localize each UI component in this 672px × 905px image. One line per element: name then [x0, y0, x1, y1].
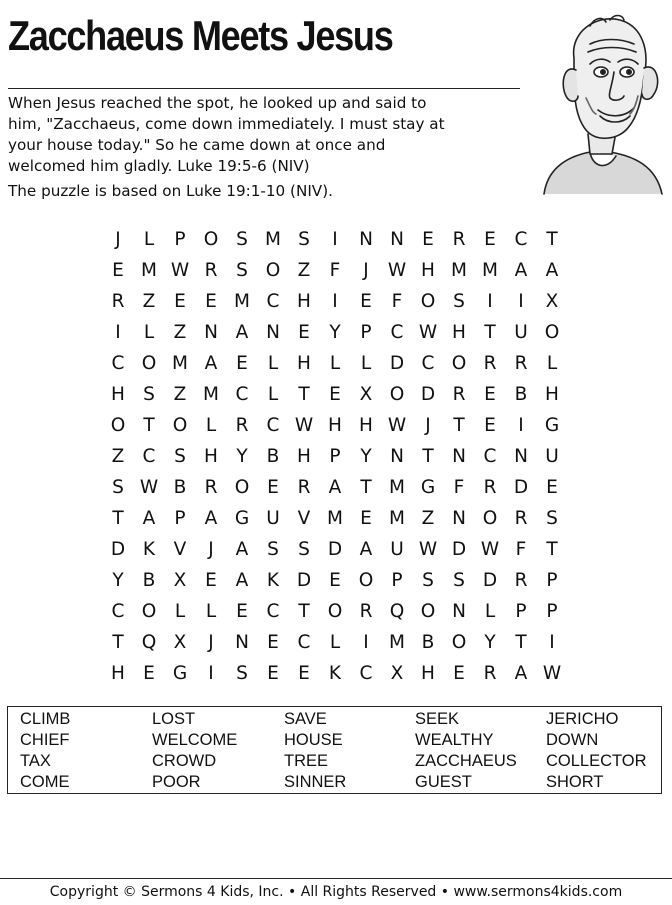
grid-letter: H [297, 353, 311, 374]
grid-letter: N [452, 601, 466, 622]
grid-letter: A [328, 477, 342, 498]
grid-letter: E [484, 229, 496, 250]
grid-letter: W [418, 322, 438, 343]
grid-letter: I [332, 229, 338, 250]
grid-letter: I [487, 291, 493, 312]
grid-letter: F [391, 291, 403, 312]
grid-letter: F [329, 260, 341, 281]
grid-letter: P [360, 322, 372, 343]
footer-divider [0, 878, 672, 879]
page-title: Zacchaeus Meets Jesus [8, 12, 393, 59]
grid-letter: B [266, 446, 280, 467]
grid-letter: C [266, 291, 280, 312]
grid-letter: O [420, 291, 436, 312]
grid-letter: K [142, 539, 156, 560]
grid-letter: P [546, 601, 558, 622]
grid-letter: E [422, 229, 434, 250]
grid-letter: P [174, 508, 186, 529]
grid-letter: K [328, 663, 342, 684]
grid-letter: J [363, 260, 369, 281]
grid-letter: U [545, 446, 559, 467]
grid-letter: N [204, 322, 218, 343]
word-list-item: ZACCHAEUS [415, 752, 517, 770]
grid-letter: C [111, 601, 125, 622]
grid-letter: S [236, 663, 248, 684]
word-list-item: JERICHO [546, 710, 619, 728]
grid-letter: N [235, 632, 249, 653]
grid-letter: R [204, 477, 218, 498]
grid-letter: R [483, 663, 497, 684]
grid-letter: S [112, 477, 124, 498]
grid-letter: N [452, 508, 466, 529]
grid-letter: R [359, 601, 373, 622]
grid-letter: C [297, 632, 311, 653]
grid-letter: M [482, 260, 498, 281]
grid-letter: C [514, 229, 528, 250]
grid-letter: I [332, 291, 338, 312]
grid-letter: P [174, 229, 186, 250]
grid-letter: T [360, 477, 372, 498]
grid-letter: O [141, 353, 157, 374]
grid-letter: E [112, 260, 124, 281]
grid-letter: D [482, 570, 498, 591]
grid-letter: B [142, 570, 156, 591]
grid-letter: H [204, 446, 218, 467]
grid-letter: L [360, 353, 372, 374]
grid-letter: P [329, 446, 341, 467]
grid-letter: Y [112, 570, 124, 591]
grid-letter: O [451, 353, 467, 374]
grid-letter: E [236, 601, 248, 622]
grid-letter: W [170, 260, 190, 281]
grid-letter: M [389, 632, 405, 653]
grid-letter: G [234, 508, 250, 529]
grid-letter: N [390, 229, 404, 250]
grid-letter: L [205, 415, 217, 436]
grid-letter: A [514, 260, 528, 281]
scripture-verse: When Jesus reached the spot, he looked up and said to him, "Zacchaeus, come down immediately. I must stay at your house today." So he came down at once and welcomed him gladly. Luke 19:5-6 (NIV) [8, 94, 445, 175]
grid-letter: S [174, 446, 186, 467]
grid-letter: E [205, 570, 217, 591]
grid-letter: X [173, 632, 187, 653]
grid-letter: I [549, 632, 555, 653]
grid-letter: L [205, 601, 217, 622]
grid-letter: R [514, 570, 528, 591]
grid-letter: O [234, 477, 250, 498]
grid-letter: B [421, 632, 435, 653]
grid-letter: E [236, 353, 248, 374]
grid-letter: H [297, 291, 311, 312]
grid-letter: W [418, 539, 438, 560]
grid-letter: D [389, 353, 405, 374]
grid-letter: G [420, 477, 436, 498]
grid-letter: O [544, 322, 560, 343]
grid-letter: C [142, 446, 156, 467]
grid-letter: C [266, 415, 280, 436]
grid-letter: L [267, 353, 279, 374]
grid-letter: E [298, 322, 310, 343]
grid-letter: H [328, 415, 342, 436]
grid-letter: C [235, 384, 249, 405]
grid-letter: M [203, 384, 219, 405]
grid-letter: O [265, 260, 281, 281]
grid-letter: C [390, 322, 404, 343]
grid-letter: H [111, 663, 125, 684]
grid-letter: O [358, 570, 374, 591]
grid-letter: Z [173, 322, 187, 343]
grid-letter: L [143, 229, 155, 250]
grid-letter: Z [421, 508, 435, 529]
grid-letter: C [483, 446, 497, 467]
grid-letter: P [546, 570, 558, 591]
grid-letter: X [173, 570, 187, 591]
grid-letter: R [452, 384, 466, 405]
grid-letter: U [514, 322, 528, 343]
grid-letter: J [208, 632, 214, 653]
grid-letter: T [298, 601, 310, 622]
grid-letter: U [390, 539, 404, 560]
grid-letter: A [235, 570, 249, 591]
grid-letter: H [421, 260, 435, 281]
word-list-item: TAX [20, 752, 51, 770]
grid-letter: Q [389, 601, 405, 622]
grid-letter: W [542, 663, 562, 684]
grid-letter: H [111, 384, 125, 405]
grid-letter: M [389, 508, 405, 529]
grid-letter: A [204, 353, 218, 374]
grid-letter: R [111, 291, 125, 312]
grid-letter: D [420, 384, 436, 405]
word-list-item: TREE [284, 752, 329, 770]
grid-letter: F [453, 477, 465, 498]
grid-letter: P [515, 601, 527, 622]
grid-letter: J [208, 539, 214, 560]
grid-letter: X [545, 291, 559, 312]
grid-letter: R [514, 508, 528, 529]
grid-letter: E [329, 384, 341, 405]
puzzle-basis-note: The puzzle is based on Luke 19:1-10 (NIV). [8, 182, 333, 200]
grid-letter: B [514, 384, 528, 405]
word-list-item: CLIMB [20, 710, 71, 728]
grid-letter: R [483, 353, 497, 374]
grid-letter: K [266, 570, 280, 591]
grid-letter: Y [236, 446, 248, 467]
grid-letter: T [453, 415, 465, 436]
grid-letter: S [298, 539, 310, 560]
word-list-item: WELCOME [152, 731, 238, 749]
grid-letter: L [174, 601, 186, 622]
word-list-item: GUEST [415, 773, 472, 791]
grid-letter: U [266, 508, 280, 529]
grid-letter: Y [360, 446, 372, 467]
grid-letter: M [172, 353, 188, 374]
grid-letter: A [235, 539, 249, 560]
grid-letter: V [173, 539, 187, 560]
word-list-item: CROWD [152, 752, 217, 770]
grid-letter: A [514, 663, 528, 684]
grid-letter: O [141, 601, 157, 622]
grid-letter: B [173, 477, 187, 498]
grid-letter: O [451, 632, 467, 653]
grid-letter: E [360, 291, 372, 312]
grid-letter: E [174, 291, 186, 312]
grid-letter: N [390, 446, 404, 467]
grid-letter: I [115, 322, 121, 343]
grid-letter: O [203, 229, 219, 250]
grid-letter: Z [142, 291, 156, 312]
grid-letter: E [267, 663, 279, 684]
grid-letter: W [139, 477, 159, 498]
word-list-item: CHIEF [20, 731, 70, 749]
grid-letter: L [329, 353, 341, 374]
grid-letter: T [112, 508, 124, 529]
grid-letter: A [545, 260, 559, 281]
grid-letter: P [391, 570, 403, 591]
word-list-item: WEALTHY [415, 731, 494, 749]
grid-letter: W [480, 539, 500, 560]
grid-letter: M [451, 260, 467, 281]
grid-letter: T [484, 322, 496, 343]
grid-letter: E [143, 663, 155, 684]
grid-letter: N [359, 229, 373, 250]
grid-letter: E [360, 508, 372, 529]
grid-letter: O [110, 415, 126, 436]
grid-letter: H [421, 663, 435, 684]
grid-letter: T [143, 415, 155, 436]
grid-letter: L [484, 601, 496, 622]
grid-letter: E [484, 415, 496, 436]
copyright-footer: Copyright © Sermons 4 Kids, Inc. • All Rights Reserved • www.sermons4kids.com [49, 884, 623, 900]
grid-letter: C [111, 353, 125, 374]
grid-letter: T [112, 632, 124, 653]
word-list-item: SHORT [546, 773, 604, 791]
grid-letter: D [327, 539, 343, 560]
word-list-item: LOST [152, 710, 196, 728]
grid-letter: L [267, 384, 279, 405]
grid-letter: S [298, 229, 310, 250]
word-list-item: SAVE [284, 710, 327, 728]
grid-letter: J [425, 415, 431, 436]
grid-letter: E [298, 663, 310, 684]
grid-letter: R [514, 353, 528, 374]
grid-letter: E [453, 663, 465, 684]
word-list-item: SEEK [415, 710, 460, 728]
grid-letter: S [236, 260, 248, 281]
grid-letter: H [359, 415, 373, 436]
grid-letter: E [329, 570, 341, 591]
grid-letter: I [518, 415, 524, 436]
grid-letter: M [234, 291, 250, 312]
grid-letter: S [453, 570, 465, 591]
grid-letter: E [546, 477, 558, 498]
grid-letter: W [387, 260, 407, 281]
grid-letter: J [115, 229, 121, 250]
grid-letter: X [390, 663, 404, 684]
grid-letter: E [267, 632, 279, 653]
grid-letter: L [143, 322, 155, 343]
grid-letter: O [420, 601, 436, 622]
grid-letter: M [141, 260, 157, 281]
grid-letter: G [544, 415, 560, 436]
grid-letter: Y [484, 632, 496, 653]
grid-letter: A [204, 508, 218, 529]
grid-letter: Q [141, 632, 157, 653]
word-list-item: COME [20, 773, 70, 791]
grid-letter: T [515, 632, 527, 653]
grid-letter: M [327, 508, 343, 529]
grid-letter: D [296, 570, 312, 591]
word-list-item: COLLECTOR [546, 752, 647, 770]
grid-letter: A [235, 322, 249, 343]
grid-letter: I [208, 663, 214, 684]
grid-letter: Z [111, 446, 125, 467]
word-list-item: HOUSE [284, 731, 343, 749]
grid-letter: W [387, 415, 407, 436]
grid-letter: T [298, 384, 310, 405]
grid-letter: S [546, 508, 558, 529]
grid-letter: R [235, 415, 249, 436]
grid-letter: H [545, 384, 559, 405]
grid-letter: R [297, 477, 311, 498]
grid-letter: R [483, 477, 497, 498]
grid-letter: M [389, 477, 405, 498]
grid-letter: T [546, 539, 558, 560]
grid-letter: A [142, 508, 156, 529]
grid-letter: E [484, 384, 496, 405]
zacchaeus-portrait-illustration [530, 6, 670, 196]
grid-letter: D [110, 539, 126, 560]
grid-letter: N [514, 446, 528, 467]
grid-letter: M [265, 229, 281, 250]
grid-letter: E [267, 477, 279, 498]
grid-letter: S [267, 539, 279, 560]
grid-letter: N [452, 446, 466, 467]
title-underline [8, 88, 520, 89]
grid-letter: A [359, 539, 373, 560]
grid-letter: S [236, 229, 248, 250]
grid-letter: Z [173, 384, 187, 405]
grid-letter: C [359, 663, 373, 684]
grid-letter: R [204, 260, 218, 281]
grid-letter: O [172, 415, 188, 436]
grid-letter: Z [297, 260, 311, 281]
grid-letter: O [482, 508, 498, 529]
grid-letter: Y [329, 322, 341, 343]
word-list-item: POOR [152, 773, 201, 791]
grid-letter: F [515, 539, 527, 560]
grid-letter: O [389, 384, 405, 405]
grid-letter: L [329, 632, 341, 653]
grid-letter: L [546, 353, 558, 374]
grid-letter: O [327, 601, 343, 622]
grid-letter: G [172, 663, 188, 684]
word-list-item: SINNER [284, 773, 347, 791]
grid-letter: X [359, 384, 373, 405]
grid-letter: T [546, 229, 558, 250]
grid-letter: W [294, 415, 314, 436]
grid-letter: I [363, 632, 369, 653]
word-list-item: DOWN [546, 731, 599, 749]
grid-letter: D [513, 477, 529, 498]
grid-letter: C [266, 601, 280, 622]
grid-letter: C [421, 353, 435, 374]
grid-letter: D [451, 539, 467, 560]
grid-letter: S [422, 570, 434, 591]
grid-letter: R [452, 229, 466, 250]
grid-letter: N [266, 322, 280, 343]
grid-letter: I [518, 291, 524, 312]
grid-letter: V [297, 508, 311, 529]
grid-letter: S [453, 291, 465, 312]
grid-letter: T [422, 446, 434, 467]
grid-letter: E [205, 291, 217, 312]
grid-letter: H [452, 322, 466, 343]
word-list-box [7, 706, 662, 794]
grid-letter: H [297, 446, 311, 467]
grid-letter: S [143, 384, 155, 405]
